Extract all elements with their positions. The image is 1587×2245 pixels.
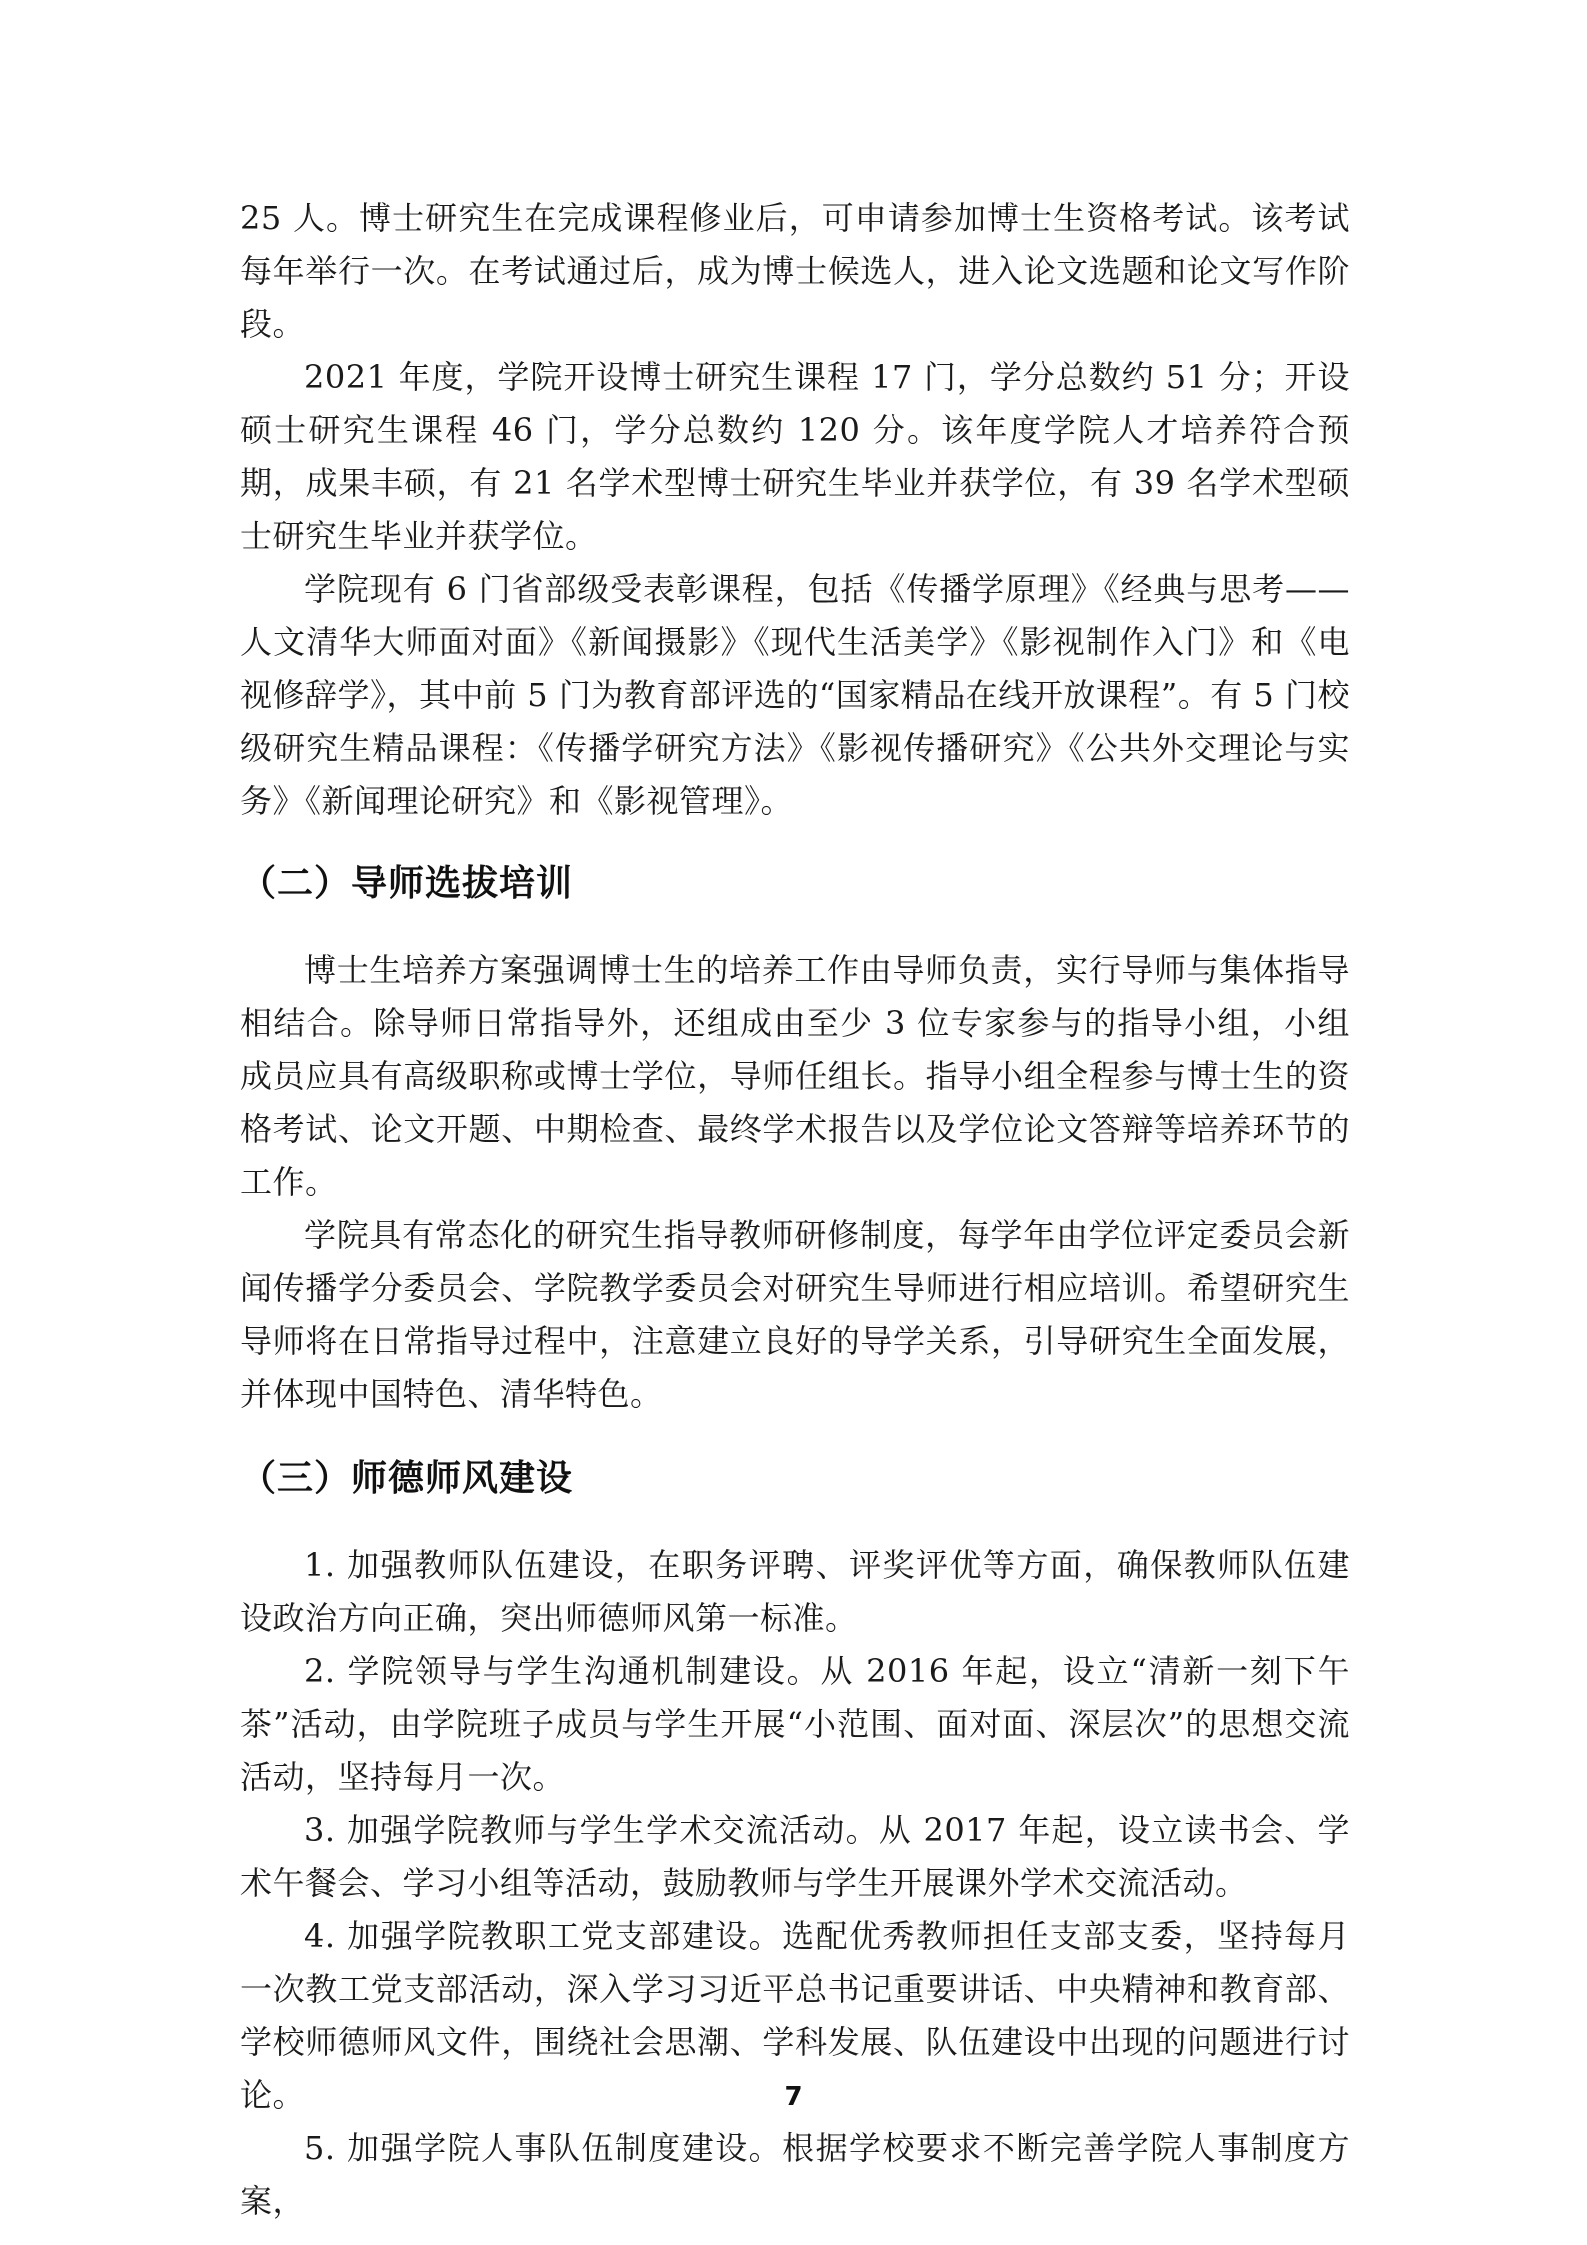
- paragraph-supervisor-training: 学院具有常态化的研究生指导教师研修制度，每学年由学位评定委员会新闻传播学分委员会、学院教学委员会对研究生导师进行相应培训。希望研究生导师将在日常指导过程中，注意建立良好的导学关系，引导研究生全面发展，并体现中国特色、清华特色。: [240, 1216, 1350, 1413]
- paragraph-doctoral-exam: 25 人。博士研究生在完成课程修业后，可申请参加博士生资格考试。该考试每年举行一次。在考试通过后，成为博士候选人，进入论文选题和论文写作阶段。: [240, 199, 1350, 343]
- paragraph-2021-courses: 2021 年度，学院开设博士研究生课程 17 门，学分总数约 51 分；开设硕士研究生课程 46 门，学分总数约 120 分。该年度学院人才培养符合预期，成果丰硕，有 21 名学术型博士研究生毕业并获学位，有 39 名学术型硕士研究生毕业并获学位。: [240, 358, 1350, 555]
- list-item-1: 1. 加强教师队伍建设，在职务评聘、评奖评优等方面，确保教师队伍建设政治方向正确，突出师德师风第一标准。: [240, 1546, 1350, 1637]
- paragraph-awarded-courses: 学院现有 6 门省部级受表彰课程，包括《传播学原理》《经典与思考——人文清华大师面对面》《新闻摄影》《现代生活美学》《影视制作入门》和《电视修辞学》，其中前 5 门为教育部评选的“国家精品在线开放课程”。有 5 门校级研究生精品课程：《传播学研究方法》《影视传播研究》《公共外交理论与实务》《新闻理论研究》和《影视管理》。: [240, 570, 1350, 820]
- paragraph-supervisor-guidance: 博士生培养方案强调博士生的培养工作由导师负责，实行导师与集体指导相结合。除导师日常指导外，还组成由至少 3 位专家参与的指导小组，小组成员应具有高级职称或博士学位，导师任组长。指导小组全程参与博士生的资格考试、论文开题、中期检查、最终学术报告以及学位论文答辩等培养环节的工作。: [240, 951, 1350, 1201]
- list-item-3: 3. 加强学院教师与学生学术交流活动。从 2017 年起，设立读书会、学术午餐会、学习小组等活动，鼓励教师与学生开展课外学术交流活动。: [240, 1811, 1350, 1902]
- list-item-4: 4. 加强学院教职工党支部建设。选配优秀教师担任支部支委，坚持每月一次教工党支部活动，深入学习习近平总书记重要讲话、中央精神和教育部、学校师德师风文件，围绕社会思潮、学科发展、队伍建设中出现的问题进行讨论。: [240, 1917, 1350, 2114]
- list-item-2: 2. 学院领导与学生沟通机制建设。从 2016 年起，设立“清新一刻下午茶”活动，由学院班子成员与学生开展“小范围、面对面、深层次”的思想交流活动，坚持每月一次。: [240, 1652, 1350, 1796]
- section-title-teacher-ethics: （三）师德师风建设: [240, 1458, 574, 1499]
- document-page: [240, 192, 1350, 2228]
- page-number: 7: [784, 2082, 803, 2112]
- list-item-5: 5. 加强学院人事队伍制度建设。根据学校要求不断完善学院人事制度方案，: [240, 2129, 1350, 2220]
- section-title-supervisor-training: （二）导师选拔培训: [240, 863, 574, 904]
